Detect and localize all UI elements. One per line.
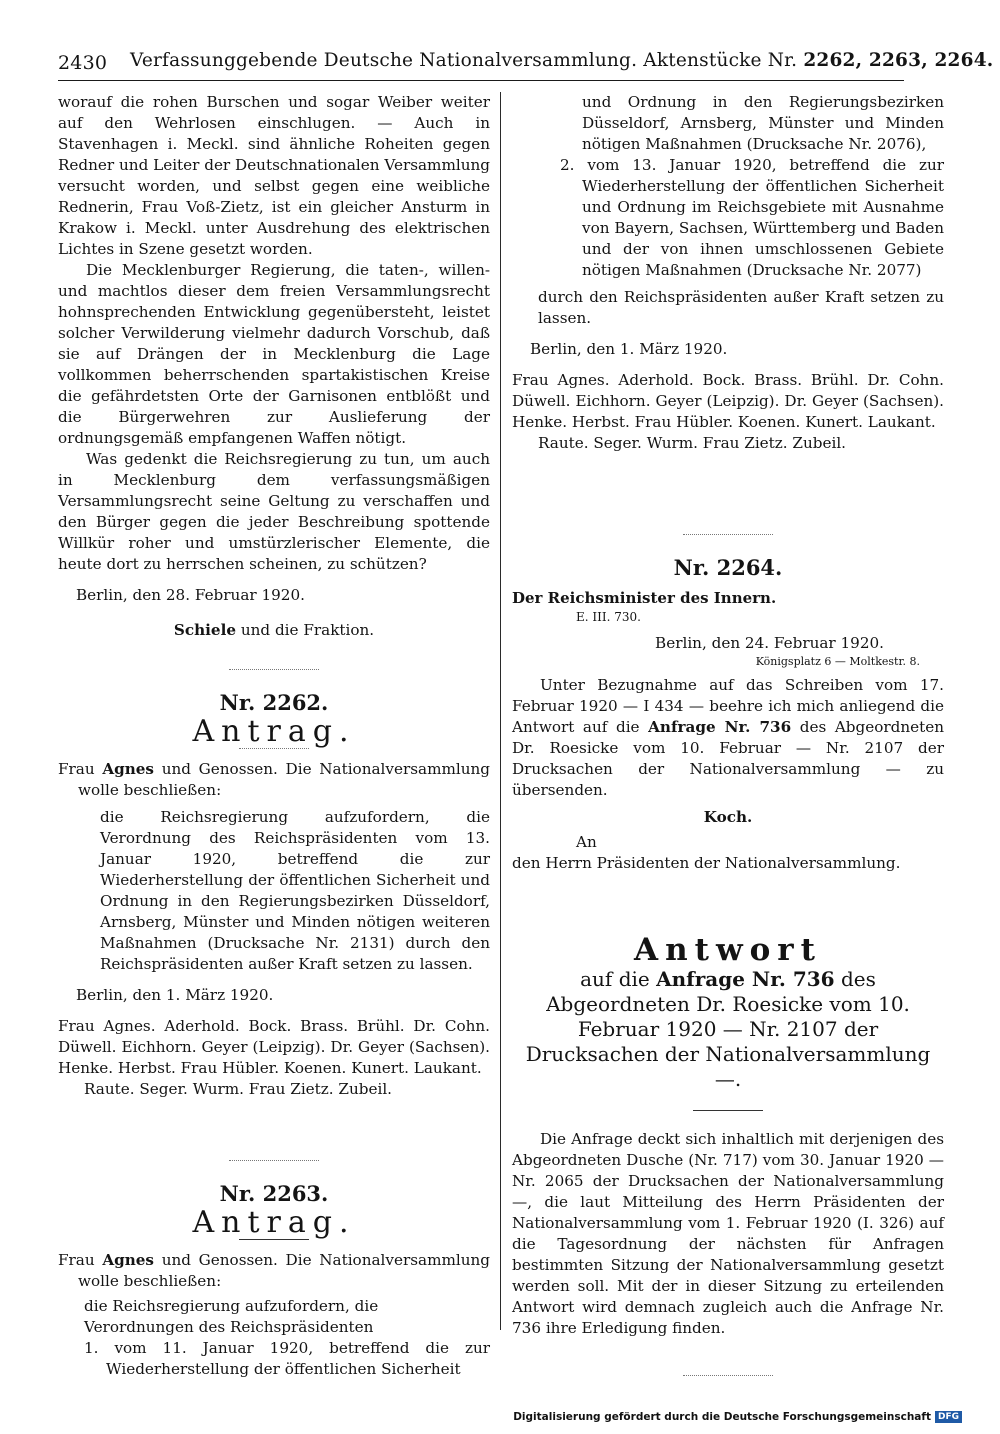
signatory-suffix: und die Fraktion. [240, 621, 375, 639]
section-divider [229, 1160, 319, 1161]
letter-body [512, 675, 944, 801]
list-item-continued: und Ordnung in den Regierungsbezirken Düsseldorf, Arnsberg, Münster und Minden nötigen Maßnahmen (Drucksache Nr. 2076), [582, 93, 944, 153]
dfg-logo: DFG [935, 1411, 962, 1423]
page-number: 2430 [58, 52, 108, 74]
right-column [512, 92, 944, 1398]
section-2264 [512, 557, 944, 874]
motion-lead: die Reichsregierung aufzufordern, die Verordnungen des Reichspräsidenten [84, 1297, 379, 1336]
column-divider [500, 92, 501, 1330]
document-number: Nr. 2262. [219, 690, 329, 715]
list-item: 1. vom 11. Januar 1920, betreffend die zur Wiederherstellung der öffentlichen Sicherheit [84, 1339, 490, 1378]
end-divider [683, 1375, 773, 1376]
signatory-name: Schiele [173, 621, 236, 639]
list-item: 2. vom 13. Januar 1920, betreffend die zur Wiederherstellung der öffentlichen Sicherheit und Ordnung im Reichsgebiete mit Ausnahme von Bayern, Sachsen, Württemberg und Baden und der von ihnen umschlossenen Gebiete nötigen Maßnahmen (Drucksache Nr. 2077) [560, 156, 944, 279]
recipient: den Herrn Präsidenten der Nationalversammlung. [512, 854, 901, 872]
motion-title: Antrag. [192, 714, 356, 749]
signature [58, 620, 490, 641]
signatories-tail: Raute. Seger. Wurm. Frau Zietz. Zubeil. [538, 434, 847, 452]
digitization-footer [513, 1411, 962, 1423]
letter-body-pre: Unter Bezugnahme auf das Schreiben vom 17. Februar 1920 — I 434 — beehre ich mich anliegend die Antwort auf die [512, 676, 944, 736]
header-rule [58, 80, 904, 81]
motion-intro [58, 1250, 490, 1292]
signatories-tail: Raute. Seger. Wurm. Frau Zietz. Zubeil. [84, 1080, 393, 1098]
proposer-name: Agnes [102, 760, 154, 778]
running-title-text: Verfassunggebende Deutsche Nationalversammlung. Aktenstücke Nr. [130, 50, 798, 71]
answer-subtitle-pre: auf die [580, 967, 650, 991]
section-divider [229, 669, 319, 670]
letter-date: Berlin, den 24. Februar 1920. [655, 634, 884, 652]
signatories-main: Frau Agnes. Aderhold. Bock. Brass. Brühl. Dr. Cohn. Düwell. Eichhorn. Geyer (Leipzig). Dr. Geyer (Sachsen). Henke. Herbst. Frau Hübler. Koenen. Kunert. Laukant. [58, 1017, 490, 1077]
section-2262 [58, 692, 490, 1100]
document-numbers: 2262, 2263, 2264. [803, 50, 994, 71]
inquiry-reference: Anfrage Nr. 736 [648, 718, 792, 736]
section-divider [683, 534, 773, 535]
document-number: Nr. 2264. [673, 555, 783, 580]
sender-address: Königsplatz 6 — Moltkestr. 8. [755, 655, 920, 668]
intro-text: und Genossen. Die Nationalversammlung wolle beschließen: [78, 1251, 491, 1290]
running-title [130, 50, 993, 71]
document-number: Nr. 2263. [219, 1181, 329, 1206]
signatories [58, 1016, 490, 1100]
motion-body: die Reichsregierung aufzufordern, die Verordnung des Reichspräsidenten vom 13. Januar 1920, betreffend die zur Wiederherstellung der öffentlichen Sicherheit und Ordnung in den Regierungsbezirken Düsseldorf, Arnsberg, Münster und Minden nötigen weiteren Maßnahmen (Drucksache Nr. 2131) durch den Reichspräsidenten außer Kraft setzen zu lassen. [100, 808, 490, 973]
footer-text: Digitalisierung gefördert durch die Deutsche Forschungsgemeinschaft [513, 1411, 931, 1423]
sender: Der Reichsminister des Innern. [512, 589, 777, 607]
answer-subtitle-post: des Abgeordneten Dr. Roesicke vom 10. Februar 1920 — Nr. 2107 der Drucksachen der Nationalversammlung —. [525, 967, 931, 1091]
title-divider [693, 1110, 763, 1111]
recipient-prefix: An [576, 833, 597, 851]
continued-paragraph: Die Mecklenburger Regierung, die taten-, willen- und machtlos dieser dem freien Versammlungsrecht hohnsprechenden Entwicklung gegenübersteht, leistet solcher Verwilderung vielmehr dadurch Vorschub, daß sie auf Drängen der in Mecklenburg die Lage vollkommen beherrschenden spartakistischen Kreise die gefährdetsten Orte der Garnisonen entblößt und die Bürgerwehren zur Auslieferung der ordnungsgemäß empfangenen Waffen nötigt. [58, 261, 490, 447]
answer-body: Die Anfrage deckt sich inhaltlich mit derjenigen des Abgeordneten Dusche (Nr. 717) vom 30. Januar 1920 — Nr. 2065 der Drucksachen der Nationalversammlung —, die laut Mitteilung des Herrn Präsidenten der Nationalversammlung vom 1. Februar 1920 (I. 326) auf die Tagesordnung der nächsten für Anfragen bestimmten Sitzung der Nationalversammlung gesetzt werden soll. Mit der in dieser Sitzung zu erteilenden Antwort wird demnach zugleich auch die Anfrage Nr. 736 ihre Erledigung finden. [512, 1130, 944, 1337]
letter-body-post: des Abgeordneten Dr. Roesicke vom 10. Februar — Nr. 2107 der Drucksachen der Nationalversammlung — zu übersenden. [512, 718, 944, 799]
place-date: Berlin, den 1. März 1920. [530, 340, 728, 358]
intro-text: und Genossen. Die Nationalversammlung wolle beschließen: [78, 760, 491, 799]
motion-intro [58, 759, 490, 801]
signature: Koch. [703, 808, 753, 826]
left-column [58, 92, 490, 1380]
continued-paragraph: worauf die rohen Burschen und sogar Weiber weiter auf den Wehrlosen einschlugen. — Auch in Stavenhagen i. Meckl. sind ähnliche Roheiten gegen Redner und Leiter der Deutschnationalen Versammlung versucht worden, und selbst gegen eine weibliche Rednerin, Frau Voß-Zietz, ist ein gleicher Ansturm in Krakow i. Meckl. unter Ausdrehung des elektrischen Lichtes in Szene gesetzt worden. [58, 93, 490, 258]
answer-subtitle [512, 967, 944, 1092]
proposer-name: Agnes [102, 1251, 154, 1269]
intro-prefix: Frau [58, 1251, 95, 1269]
spacer [512, 874, 944, 936]
answer-title: Antwort [634, 932, 822, 968]
place-date: Berlin, den 1. März 1920. [76, 986, 274, 1004]
place-date: Berlin, den 28. Februar 1920. [76, 586, 305, 604]
motion-closing: durch den Reichspräsidenten außer Kraft setzen zu lassen. [538, 288, 944, 327]
signatories-main: Frau Agnes. Aderhold. Bock. Brass. Brühl. Dr. Cohn. Düwell. Eichhorn. Geyer (Leipzig). Dr. Geyer (Sachsen). Henke. Herbst. Frau Hübler. Koenen. Kunert. Laukant. [512, 371, 944, 431]
answer-inquiry-ref: Anfrage Nr. 736 [656, 967, 835, 991]
signatories [512, 370, 944, 454]
page-header [58, 46, 994, 80]
motion-title: Antrag. [192, 1205, 356, 1240]
intro-prefix: Frau [58, 760, 95, 778]
inquiry-question: Was gedenkt die Reichsregierung zu tun, um auch in Mecklenburg dem verfassungsmäßigen Versammlungsrecht seine Geltung zu verschaffen und den Bürger gegen die jeder Beschreibung spottende Willkür roher und umstürzlerischer Elemente, die heute dort zu herrschen scheinen, zu schützen? [58, 450, 490, 573]
section-2263 [58, 1183, 490, 1380]
answer-section [512, 932, 944, 1376]
reference-number: E. III. 730. [576, 610, 641, 624]
